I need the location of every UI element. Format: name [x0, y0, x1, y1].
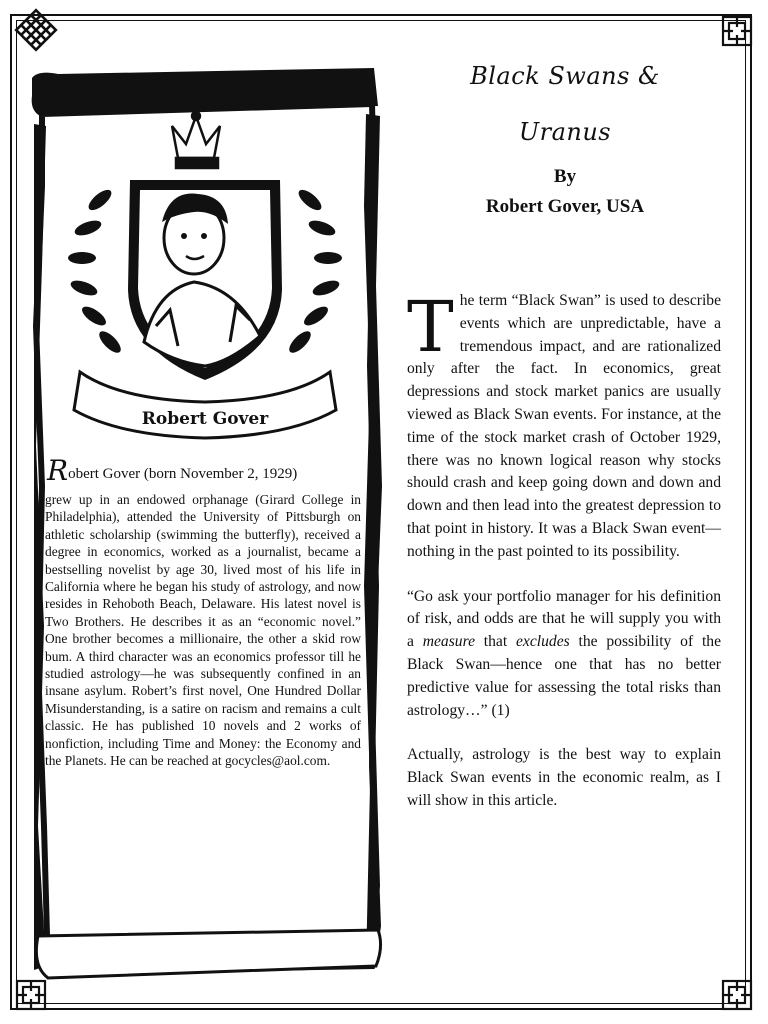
- author-bio: [45, 454, 361, 770]
- byline-author: Robert Gover, USA: [485, 196, 645, 217]
- author-emblem: [60, 110, 350, 450]
- paragraph-2-text-b: that: [475, 633, 516, 651]
- emphasis-excludes: excludes: [516, 633, 570, 651]
- bio-heading-text: obert Gover (born November 2, 1929): [68, 466, 298, 482]
- paragraph-2-text-a: “Go ask your portfolio manager for his definition of risk, and odds are that he will supply you with a: [407, 587, 721, 651]
- article-title-line1: Black Swans &: [470, 62, 660, 90]
- article-paragraph-3: Actually, astrology is the best way to explain Black Swan events in the economic realm, as I will show in this article.: [407, 746, 721, 809]
- paragraph-1-text: he term “Black Swan” is used to describe events which are unpredictable, have a tremendous impact, and are rationalized only after the fact. In economics, great depressions and stock market panics are usually viewed as Black Swan events. For instance, at the time of the stock market crash of October 1929, there was no known logical reason why stocks should crash and keep going down and down and down and then lead into the greatest depression to that point in history. It was a Black Swan event—nothing in the past pointed to its possibility.: [407, 292, 721, 560]
- paragraph-2-text-c: the possibility of the Black Swan—hence one that has no better predictive value for assessing the total risks than astrology…” (1): [407, 633, 721, 719]
- emblem-banner-text: Robert Gover: [141, 409, 269, 429]
- byline-by: By: [553, 166, 577, 187]
- article-paragraph-1: [407, 286, 721, 564]
- article-paragraph-2: [407, 586, 721, 723]
- article-title-line2: Uranus: [518, 118, 612, 146]
- corner-knot-icon: [720, 978, 754, 1012]
- bio-heading: [47, 454, 361, 487]
- emphasis-measure: measure: [422, 633, 475, 651]
- article-body: [407, 286, 721, 835]
- bio-body-text: grew up in an endowed orphanage (Girard College in Philadelphia), attended the University of Pittsburgh on athletic scholarship (swimming the butterfly), received a degree in economics, worked as a journalist, became a bestselling novelist by age 30, lived most of his life in California where he began his study of astrology, and now resides in Rehoboth Beach, Delaware. His latest novel is Two Brothers. He describes it as an “economic novel.” One brother becomes a millionaire, the other a skid row bum. A third character was an economics professor till he studied astrology—he was subsequently confined in an insane asylum. Robert’s first novel, One Hundred Dollar Misunderstanding, is a satire on racism and remains a cult classic. He has published 10 novels and 2 works of nonfiction, including Time and Money: the Economy and the Planets. He can be reached at gocycles@aol.com.: [45, 492, 361, 769]
- bio-heading-capital: R: [47, 454, 69, 487]
- corner-knot-icon: [14, 978, 48, 1012]
- crown-icon: [172, 112, 220, 168]
- endless-knot-icon: [14, 8, 58, 52]
- drop-cap: T: [407, 286, 454, 368]
- corner-knot-icon: [720, 14, 754, 48]
